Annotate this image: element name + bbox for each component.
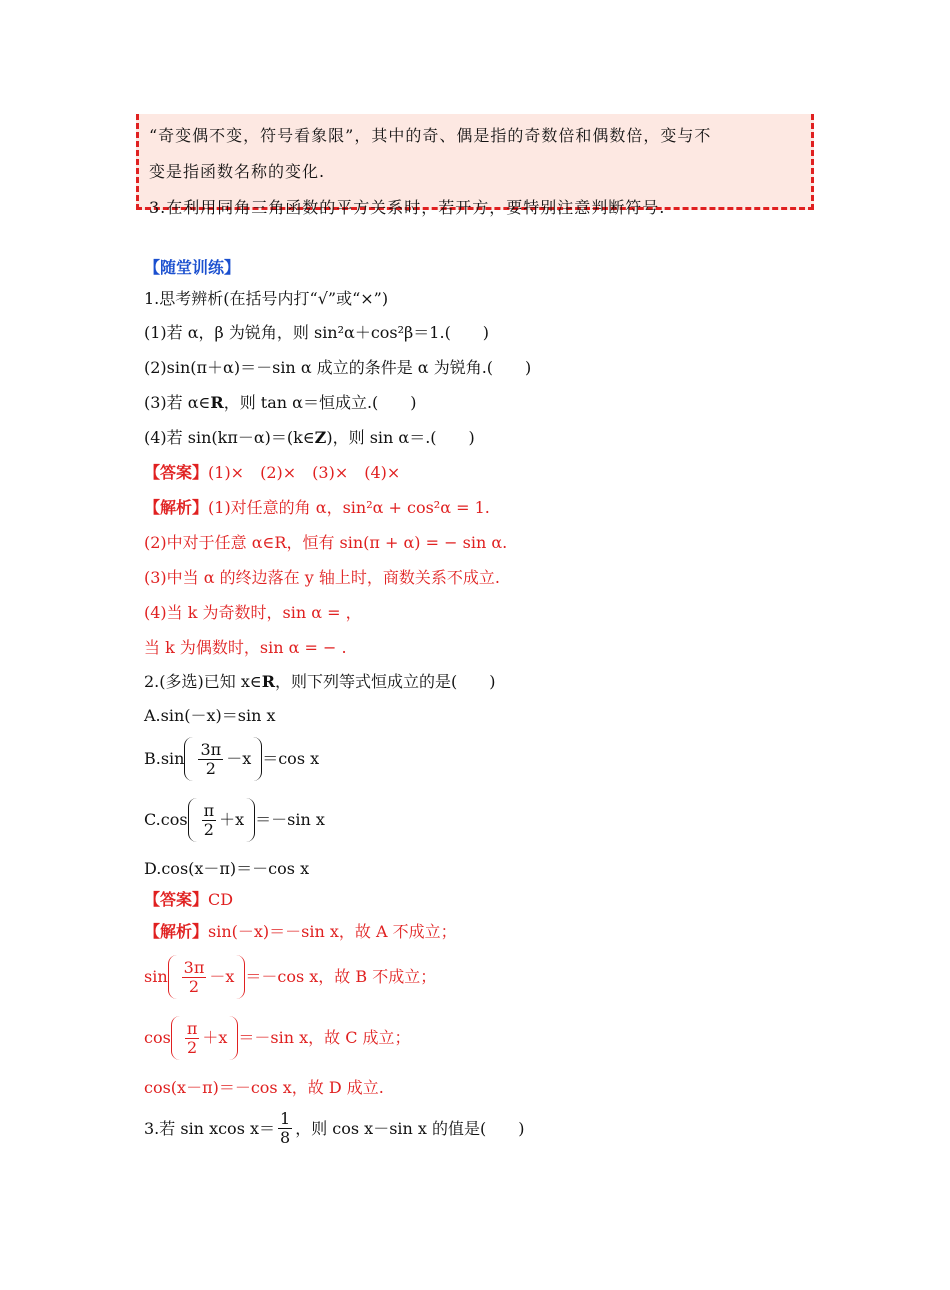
- q2-stem: [144, 671, 496, 693]
- q2-analysis-label: 【解析】: [144, 922, 209, 941]
- right-paren: [253, 737, 262, 781]
- q1-analysis-4: (4)当 k 为奇数时，sin α = ，: [144, 603, 362, 622]
- q2-analysis-3-mid: ＋x: [202, 1028, 228, 1047]
- q2-stem-c: ，则下列等式恒成立的是( ): [275, 672, 496, 691]
- q1-item-3-set: R: [210, 393, 224, 412]
- section-title: 【随堂训练】: [144, 258, 241, 277]
- q1-analysis-5: 当 k 为偶数时，sin α = − .: [144, 638, 347, 657]
- q1-answer: [144, 462, 400, 484]
- q2-stem-set: R: [261, 672, 276, 691]
- q1-stem: 1.思考辨析(在括号内打“√”或“×”): [144, 289, 389, 308]
- q3-stem-post: ，则 cos x－sin x 的值是( ): [295, 1118, 525, 1138]
- q2-analysis-3-post: ＝－sin x，故 C 成立；: [238, 1028, 411, 1047]
- q2-stem-a: 2.(多选)已知 x∈: [144, 672, 262, 691]
- q2-analysis-2-mid: －x: [209, 967, 235, 986]
- q1-item-4-set: Z: [314, 428, 327, 447]
- q2-analysis-1-text: sin(－x)＝－sin x，故 A 不成立；: [208, 922, 457, 941]
- q2-analysis-2-post: ＝－cos x，故 B 不成立；: [245, 967, 437, 986]
- fraction-numerator: 1: [280, 1109, 291, 1128]
- fraction: [185, 1020, 200, 1057]
- q1-item-1: (1)若 α，β 为锐角，则 sin²α＋cos²β＝1.( ): [144, 323, 490, 342]
- fraction-denominator: 2: [188, 976, 200, 996]
- q2-option-b-post: ＝cos x: [262, 749, 320, 768]
- q2-option-c: [144, 798, 325, 842]
- q2-analysis-4: cos(x－π)＝－cos x，故 D 成立.: [144, 1078, 384, 1097]
- q2-option-a: A.sin(－x)＝sin x: [144, 706, 276, 725]
- right-paren: [246, 798, 255, 842]
- q2-option-c-mid: ＋x: [219, 810, 245, 829]
- q2-option-d: D.cos(x－π)＝－cos x: [144, 859, 310, 878]
- fraction-denominator: 2: [186, 1037, 198, 1057]
- q1-answer-label: 【答案】: [144, 463, 209, 482]
- left-paren: [168, 955, 177, 999]
- left-paren: [184, 737, 193, 781]
- q1-analysis-label: 【解析】: [144, 498, 209, 517]
- fraction-numerator: 3π: [183, 957, 205, 977]
- q2-answer-label: 【答案】: [144, 890, 209, 909]
- fraction: [202, 802, 217, 839]
- q2-analysis-3: [144, 1016, 411, 1060]
- fraction: [182, 959, 207, 996]
- left-paren: [171, 1016, 180, 1060]
- q1-item-3: [144, 392, 417, 414]
- q2-analysis-1: [144, 921, 457, 943]
- right-paren: [229, 1016, 238, 1060]
- q2-analysis-2: [144, 955, 436, 999]
- notice-line-3: 3.在利用同角三角函数的平方关系时，若开方，要特别注意判断符号.: [149, 198, 666, 217]
- q1-item-3-a: (3)若 α∈: [144, 393, 211, 412]
- q1-item-2: (2)sin(π＋α)＝－sin α 成立的条件是 α 为锐角.( ): [144, 358, 532, 377]
- q1-analysis-2: (2)中对于任意 α∈R，恒有 sin(π + α) = − sin α.: [144, 533, 508, 552]
- q2-option-b-mid: －x: [226, 749, 252, 768]
- fraction-denominator: 8: [280, 1128, 291, 1147]
- q2-option-c-pre: C.cos: [144, 810, 188, 829]
- notice-line-2: 变是指函数名称的变化.: [149, 162, 326, 181]
- q2-analysis-2-pre: sin: [144, 967, 168, 986]
- q1-analysis-1: [144, 497, 490, 519]
- right-paren: [236, 955, 245, 999]
- fraction-numerator: π: [203, 800, 215, 820]
- q1-item-4-c: )，则 sin α＝.( ): [326, 428, 475, 447]
- fraction-denominator: 2: [203, 819, 214, 839]
- q2-answer: [144, 889, 233, 911]
- fraction: [278, 1110, 292, 1147]
- q2-option-b-pre: B.sin: [144, 749, 185, 768]
- q2-answer-text: CD: [208, 890, 234, 909]
- q1-item-4: [144, 427, 475, 449]
- fraction-denominator: 2: [205, 758, 216, 778]
- q2-option-c-post: ＝－sin x: [255, 810, 325, 829]
- q1-analysis-3: (3)中当 α 的终边落在 y 轴上时，商数关系不成立.: [144, 568, 500, 587]
- notice-box: [136, 114, 814, 217]
- fraction: [198, 741, 223, 778]
- q3-stem: [144, 1110, 525, 1147]
- notice-line-1: “奇变偶不变，符号看象限”，其中的奇、偶是指的奇数倍和偶数倍，变与不: [149, 126, 712, 145]
- fraction-numerator: π: [186, 1018, 198, 1038]
- q2-option-b: [144, 737, 319, 781]
- q2-analysis-3-pre: cos: [144, 1028, 171, 1047]
- q1-answer-text: (1)× (2)× (3)× (4)×: [208, 463, 401, 482]
- q1-item-4-a: (4)若 sin(kπ－α)＝(k∈: [144, 428, 315, 447]
- left-paren: [188, 798, 197, 842]
- q1-analysis-1-text: (1)对任意的角 α，sin²α + cos²α = 1.: [208, 498, 490, 517]
- q1-item-3-c: ，则 tan α＝恒成立.( ): [223, 393, 417, 412]
- fraction-numerator: 3π: [200, 739, 222, 759]
- q3-stem-pre: 3.若 sin xcos x＝: [144, 1118, 276, 1138]
